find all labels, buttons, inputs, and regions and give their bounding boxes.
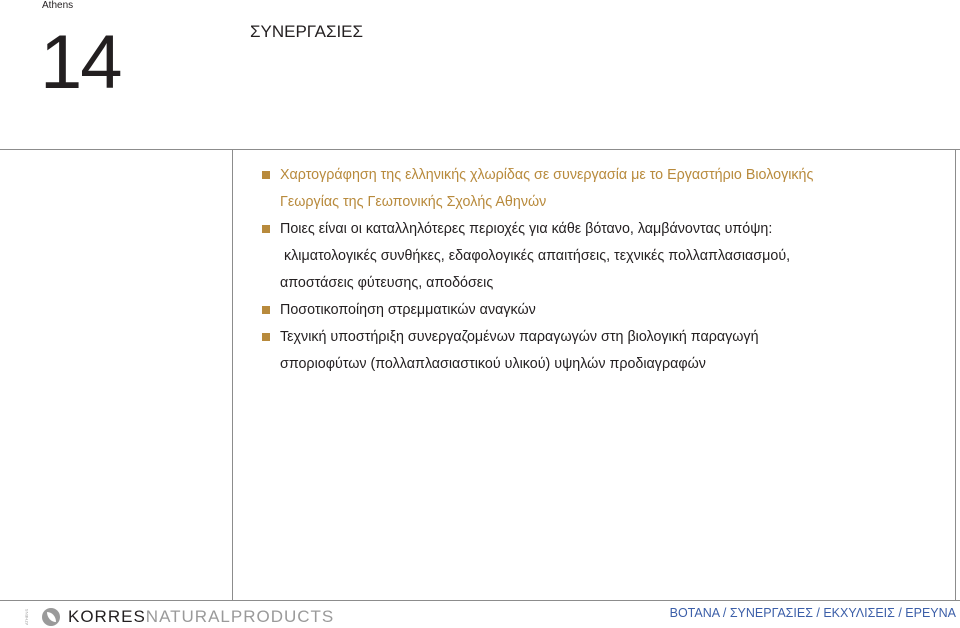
- bullet-text: Ποσοτικοποίηση στρεμματικών αναγκών: [280, 302, 536, 318]
- logo-bold: KORRES: [68, 607, 146, 626]
- bullet-text: Χαρτογράφηση της ελληνικής χλωρίδας σε συνεργασία με το Εργαστήριο Βιολογικής: [280, 167, 814, 183]
- footer-nav: ΒΟΤΑΝΑ / ΣΥΝΕΡΓΑΣΙΕΣ / ΕΚΧΥΛΙΣΕΙΣ / ΕΡΕΥΝΑ: [669, 606, 956, 620]
- bullet-text-continued: Γεωργίας της Γεωπονικής Σχολής Αθηνών: [280, 194, 547, 210]
- bullet-text-continued: αποστάσεις φύτευσης, αποδόσεις: [280, 275, 494, 291]
- leaf-logo-icon: [42, 608, 60, 626]
- city-label: Athens: [42, 0, 74, 11]
- bullet-text-continued: σποριοφύτων (πολλαπλασιαστικού υλικού) υψηλών προδιαγραφών: [280, 356, 706, 372]
- section-title: ΣΥΝΕΡΓΑΣΙΕΣ: [250, 22, 364, 41]
- square-bullet-icon: [262, 225, 270, 233]
- frame-top-rule: [0, 149, 960, 150]
- bullet-item: [262, 162, 952, 216]
- korres-logo: [24, 606, 334, 628]
- square-bullet-icon: [262, 306, 270, 314]
- bullet-item: [262, 297, 952, 324]
- bullet-text: Ποιες είναι οι καταλληλότερες περιοχές για κάθε βότανο, λαμβάνοντας υπόψη:: [280, 221, 773, 237]
- logo-light: NATURALPRODUCTS: [145, 607, 335, 626]
- bullet-item: [262, 216, 952, 243]
- square-bullet-icon: [262, 333, 270, 341]
- frame-left-rule: [232, 149, 233, 600]
- bullet-item: [262, 324, 952, 378]
- square-bullet-icon: [262, 171, 270, 179]
- vertical-tag: ATHENS: [24, 609, 29, 625]
- bullet-text: Τεχνική υποστήριξη συνεργαζομένων παραγωγών στη βιολογική παραγωγή: [280, 329, 759, 345]
- logo-text: [68, 607, 334, 627]
- frame-bottom-rule: [0, 600, 960, 601]
- bullet-list: [262, 162, 952, 378]
- bullet-text-continued: κλιματολογικές συνθήκες, εδαφολογικές απαιτήσεις, τεχνικές πολλαπλασιασμού,: [284, 248, 791, 264]
- page-number: 14: [40, 20, 121, 105]
- frame-right-rule: [955, 149, 956, 600]
